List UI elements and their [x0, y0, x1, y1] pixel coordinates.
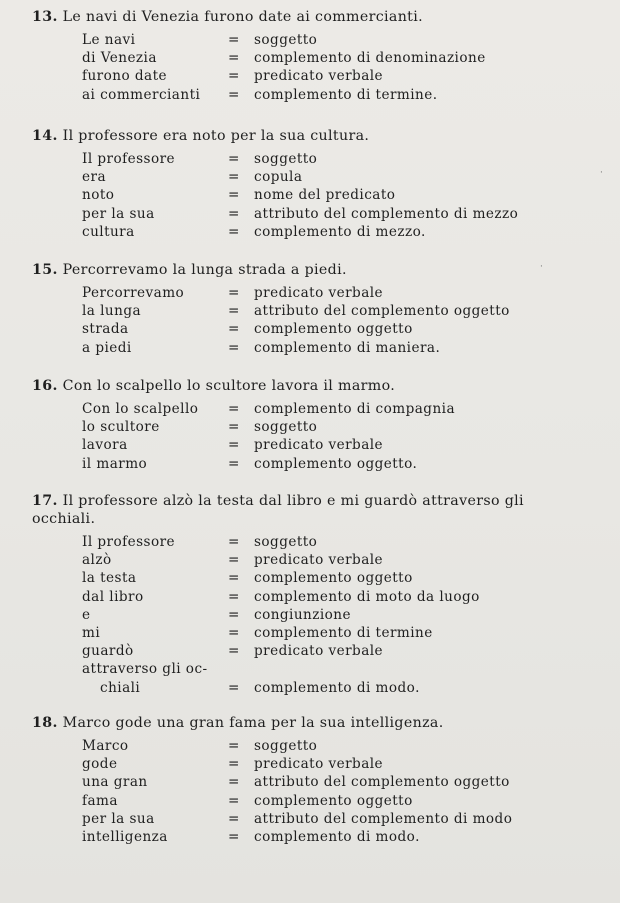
equals-sign: =	[228, 86, 240, 103]
term: per la sua	[82, 205, 155, 222]
grammatical-role: soggetto	[254, 738, 318, 754]
sentence-text: Con lo scalpello lo scultore lavora il marmo.	[62, 378, 396, 394]
exercise-number: 14.	[32, 128, 58, 144]
analysis-row	[0, 660, 620, 678]
exercise-18	[0, 714, 620, 846]
analysis-row	[0, 588, 620, 606]
equals-sign: =	[228, 50, 240, 67]
grammatical-role: nome del predicato	[254, 187, 396, 204]
analysis-row	[0, 168, 620, 186]
term: guardò	[82, 643, 134, 660]
analysis-row	[0, 186, 620, 204]
term-continuation: chiali	[100, 679, 141, 696]
term: la lunga	[82, 303, 142, 320]
equals-sign: =	[228, 624, 240, 641]
grammatical-role: attributo del complemento oggetto	[254, 774, 510, 791]
analysis-row	[0, 67, 620, 85]
grammatical-role: complemento di maniera.	[254, 339, 441, 356]
exercise-sentence	[0, 8, 620, 26]
equals-sign: =	[228, 169, 240, 186]
term: Il professore	[82, 151, 176, 167]
equals-sign: =	[228, 606, 240, 623]
sentence-text: Le navi di Venezia furono date ai commercianti.	[62, 9, 423, 25]
term: cultura	[82, 223, 135, 240]
grammatical-role: complemento oggetto	[254, 570, 413, 587]
exercise-13	[0, 8, 620, 104]
analysis-row	[0, 339, 620, 357]
equals-sign: =	[228, 455, 240, 472]
analysis-row	[0, 86, 620, 104]
equals-sign: =	[228, 187, 240, 204]
sentence-text: Percorrevamo la lunga strada a piedi.	[62, 262, 347, 278]
equals-sign: =	[228, 401, 240, 417]
equals-sign: =	[228, 792, 240, 809]
grammatical-role: soggetto	[254, 534, 318, 550]
term: il marmo	[82, 455, 148, 472]
exercise-number: 17.	[32, 493, 58, 509]
equals-sign: =	[228, 756, 240, 773]
term: lo scultore	[82, 419, 160, 436]
exercise-sentence	[0, 127, 620, 145]
term: Con lo scalpello	[82, 401, 199, 417]
term: era	[82, 169, 106, 186]
grammatical-role: copula	[254, 169, 303, 186]
grammatical-role: complemento di termine	[254, 624, 433, 641]
term: Percorrevamo	[82, 285, 185, 301]
term: noto	[82, 187, 115, 204]
exercise-sentence	[0, 377, 620, 395]
analysis-row	[0, 49, 620, 67]
analysis-row	[0, 569, 620, 587]
grammatical-role: complemento di modo.	[254, 828, 420, 845]
sentence-text: Marco gode una gran fama per la sua intelligenza.	[62, 715, 444, 731]
analysis-row	[0, 150, 620, 168]
exercise-14	[0, 127, 620, 241]
equals-sign: =	[228, 828, 240, 845]
analysis-row	[0, 642, 620, 660]
term: gode	[82, 756, 118, 773]
sentence-text: Il professore era noto per la sua cultura.	[62, 128, 370, 144]
analysis-row	[0, 551, 620, 569]
exercise-sentence	[0, 261, 620, 279]
term: per la sua	[82, 810, 155, 827]
exercise-15	[0, 261, 620, 357]
grammatical-role: complemento di modo.	[254, 679, 420, 696]
term: di Venezia	[82, 50, 157, 67]
analysis-row	[0, 455, 620, 473]
analysis-row	[0, 737, 620, 755]
grammatical-role: complemento oggetto.	[254, 455, 418, 472]
analysis-row	[0, 205, 620, 223]
equals-sign: =	[228, 32, 240, 48]
equals-sign: =	[228, 321, 240, 338]
exercise-number: 15.	[32, 262, 58, 278]
analysis-row	[0, 436, 620, 454]
exercise-number: 18.	[32, 715, 58, 731]
grammatical-role: predicato verbale	[254, 68, 384, 85]
analysis-row	[0, 679, 620, 697]
grammatical-role: complemento di denominazione	[254, 50, 486, 67]
exercise-number: 16.	[32, 378, 58, 394]
equals-sign: =	[228, 552, 240, 569]
equals-sign: =	[228, 303, 240, 320]
analysis-row	[0, 223, 620, 241]
term: Le navi	[82, 32, 136, 48]
paper-speck: ·	[540, 262, 543, 272]
grammatical-role: complemento di compagnia	[254, 401, 456, 417]
analysis-row	[0, 400, 620, 418]
analysis-row	[0, 284, 620, 302]
exercise-sentence	[0, 492, 620, 528]
term: la testa	[82, 570, 137, 587]
grammatical-role: complemento oggetto	[254, 321, 413, 338]
analysis-row	[0, 320, 620, 338]
grammatical-role: soggetto	[254, 151, 318, 167]
grammatical-role: attributo del complemento oggetto	[254, 303, 510, 320]
analysis-row	[0, 624, 620, 642]
sentence-text: Il professore alzò la testa dal libro e mi guardò attraverso gli occhiali.	[32, 493, 524, 527]
analysis-row	[0, 773, 620, 791]
grammatical-role: soggetto	[254, 419, 318, 436]
grammatical-role: predicato verbale	[254, 756, 384, 773]
term: dal libro	[82, 588, 144, 605]
grammatical-role: predicato verbale	[254, 552, 384, 569]
equals-sign: =	[228, 588, 240, 605]
grammatical-role: attributo del complemento di mezzo	[254, 205, 519, 222]
term: ai commercianti	[82, 86, 201, 103]
equals-sign: =	[228, 68, 240, 85]
term: alzò	[82, 552, 112, 569]
term: lavora	[82, 437, 128, 454]
equals-sign: =	[228, 419, 240, 436]
analysis-row	[0, 792, 620, 810]
analysis-row	[0, 606, 620, 624]
equals-sign: =	[228, 151, 240, 167]
equals-sign: =	[228, 679, 240, 696]
term: strada	[82, 321, 129, 338]
grammatical-role: soggetto	[254, 32, 318, 48]
analysis-row	[0, 755, 620, 773]
analysis-row	[0, 418, 620, 436]
equals-sign: =	[228, 285, 240, 301]
grammatical-role: predicato verbale	[254, 437, 384, 454]
equals-sign: =	[228, 223, 240, 240]
grammatical-role: complemento di termine.	[254, 86, 438, 103]
exercise-number: 13.	[32, 9, 58, 25]
term: Marco	[82, 738, 129, 754]
analysis-row	[0, 810, 620, 828]
analysis-row	[0, 302, 620, 320]
grammatical-role: complemento di moto da luogo	[254, 588, 480, 605]
equals-sign: =	[228, 643, 240, 660]
equals-sign: =	[228, 339, 240, 356]
grammatical-role: congiunzione	[254, 606, 352, 623]
equals-sign: =	[228, 205, 240, 222]
grammatical-role: predicato verbale	[254, 643, 384, 660]
term: intelligenza	[82, 828, 168, 845]
term: fama	[82, 792, 118, 809]
exercise-sentence	[0, 714, 620, 732]
equals-sign: =	[228, 534, 240, 550]
term: furono date	[82, 68, 167, 85]
equals-sign: =	[228, 437, 240, 454]
grammatical-role: predicato verbale	[254, 285, 384, 301]
analysis-row	[0, 31, 620, 49]
term: mi	[82, 624, 101, 641]
equals-sign: =	[228, 774, 240, 791]
term: Il professore	[82, 534, 176, 550]
term: e	[82, 606, 91, 623]
exercise-16	[0, 377, 620, 473]
analysis-row	[0, 533, 620, 551]
analysis-row	[0, 828, 620, 846]
grammatical-role: complemento oggetto	[254, 792, 413, 809]
term: attraverso gli oc-	[82, 661, 208, 678]
grammatical-role: complemento di mezzo.	[254, 223, 426, 240]
equals-sign: =	[228, 810, 240, 827]
exercise-17	[0, 492, 620, 697]
equals-sign: =	[228, 738, 240, 754]
grammatical-role: attributo del complemento di modo	[254, 810, 513, 827]
equals-sign: =	[228, 570, 240, 587]
term: a piedi	[82, 339, 132, 356]
term: una gran	[82, 774, 148, 791]
paper-speck: ·	[600, 168, 603, 178]
